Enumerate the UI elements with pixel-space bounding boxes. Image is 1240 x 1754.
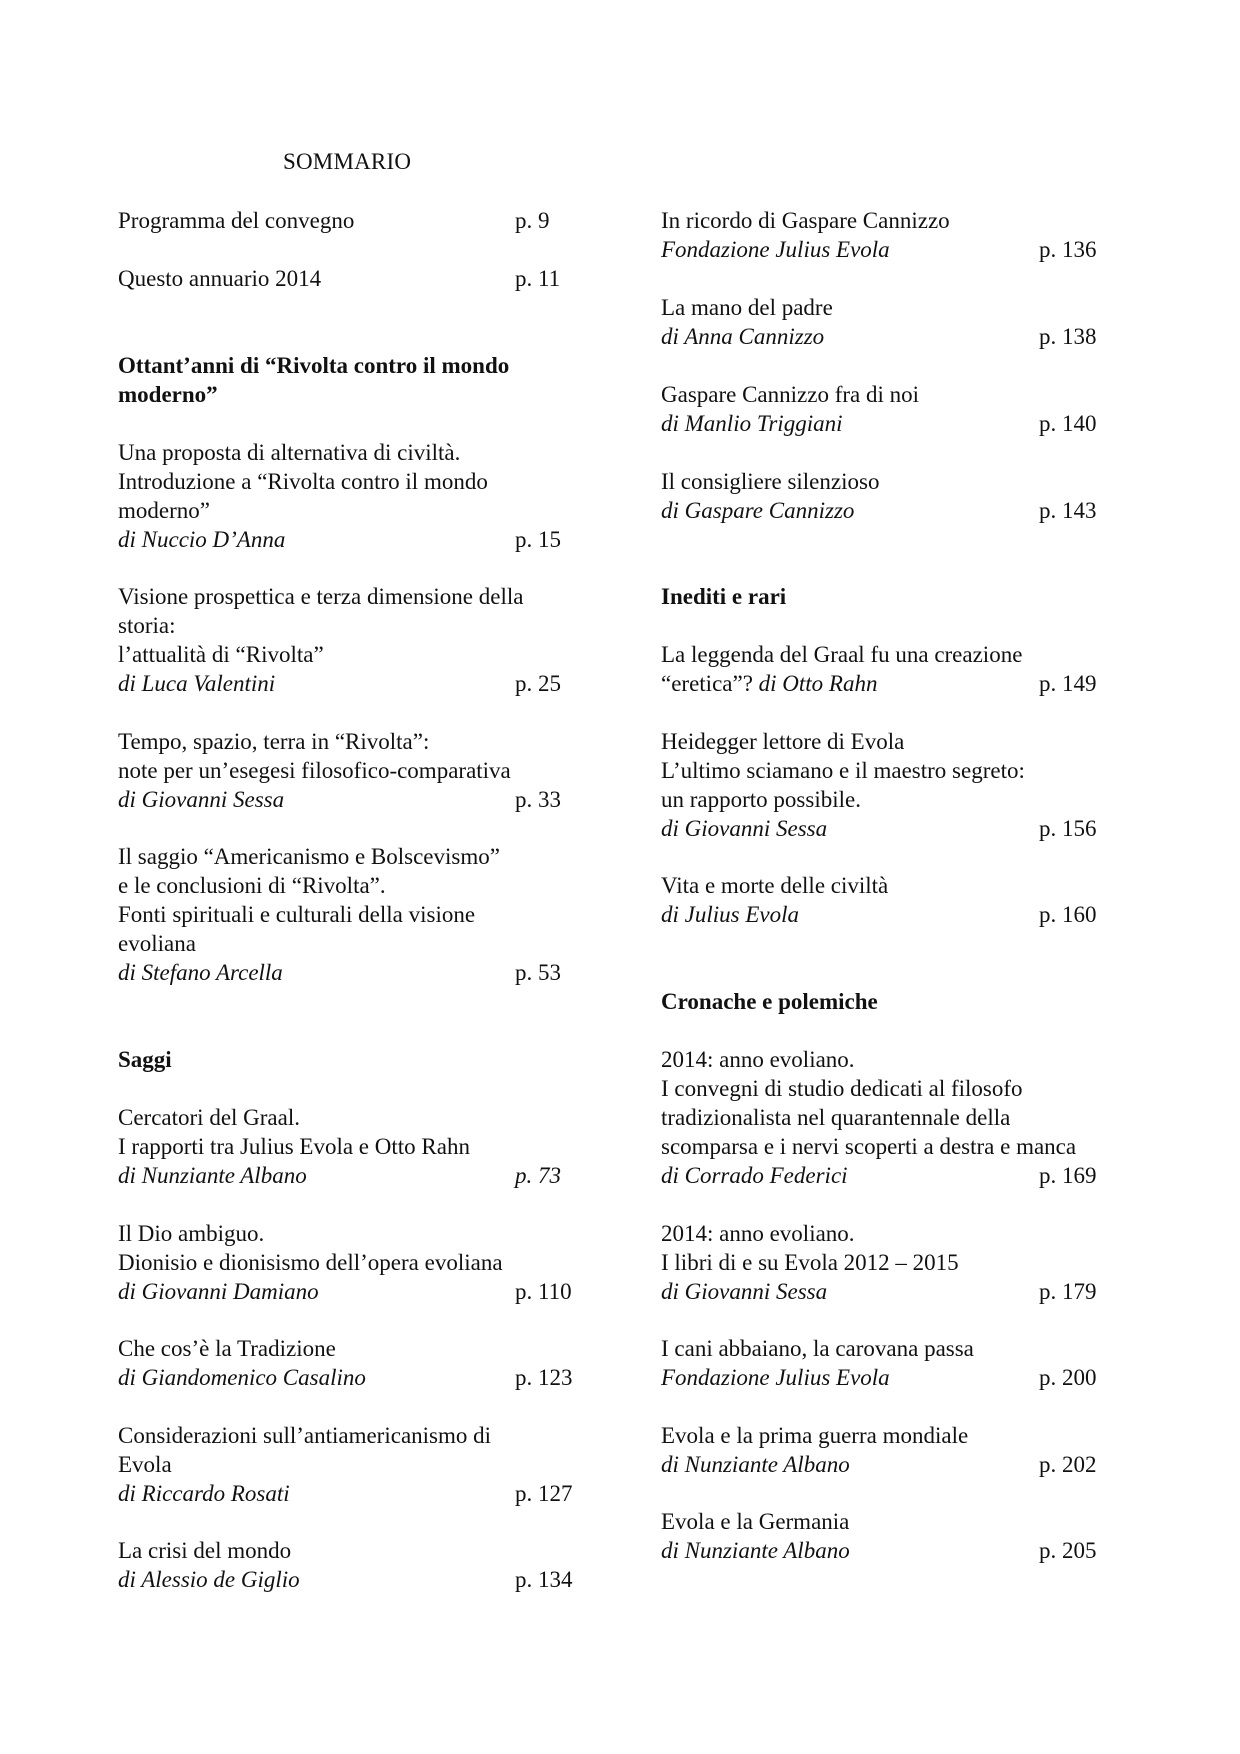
entry-title: Tempo, spazio, terra in “Rivolta”: [118,729,430,754]
entry-title: I rapporti tra Julius Evola e Otto Rahn [118,1134,470,1159]
entry-title: l’attualità di “Rivolta” [118,642,324,667]
entry-page: p. 136 [1039,237,1097,262]
entry-page: p. 179 [1039,1279,1097,1304]
entry-author: di Giovanni Damiano [118,1279,319,1304]
entry-title: evoliana [118,931,196,956]
entry-title: Evola [118,1452,172,1477]
entry-author: di Giandomenico Casalino [118,1365,366,1390]
entry-author: di Nuccio D’Anna [118,527,286,552]
entry-author: di Luca Valentini [118,671,276,696]
entry-page: p. 110 [515,1279,572,1304]
entry-page: p. 140 [1039,411,1097,436]
entry-title: Dionisio e dionisismo dell’opera evoliana [118,1250,503,1275]
entry-title: Heidegger lettore di Evola [661,729,905,754]
entry-title: Fonti spirituali e culturali della visione [118,902,476,927]
entry-title: Considerazioni sull’antiamericanismo di [118,1423,492,1448]
entry-author: di Giovanni Sessa [661,816,828,841]
entry-title: I convegni di studio dedicati al filosofo [661,1076,1023,1101]
entry-title [661,672,878,695]
entry-title: I cani abbaiano, la carovana passa [661,1336,974,1361]
entry-page: p. 33 [515,787,561,812]
entry-title: Cercatori del Graal. [118,1105,300,1130]
entry-author: di Nunziante Albano [661,1452,850,1477]
entry-author: Fondazione Julius Evola [661,1365,890,1390]
entry-page: p. 127 [515,1481,573,1506]
entry-title: Il Dio ambiguo. [118,1221,265,1246]
entry-title: I libri di e su Evola 2012 – 2015 [661,1250,959,1275]
entry-title: La leggenda del Graal fu una creazione [661,642,1023,667]
entry-page: p. 138 [1039,324,1097,349]
entry-author: di Giovanni Sessa [661,1279,828,1304]
entry-author: di Otto Rahn [758,671,878,696]
section-heading: moderno” [118,382,218,407]
entry-title: Programma del convegno [118,208,355,233]
entry-author: di Alessio de Giglio [118,1567,300,1592]
entry-title: Gaspare Cannizzo fra di noi [661,382,920,407]
entry-author: di Julius Evola [661,902,799,927]
section-heading: Ottant’anni di “Rivolta contro il mondo [118,353,510,378]
entry-title: storia: [118,613,176,638]
entry-title: un rapporto possibile. [661,787,861,812]
entry-title: scomparsa e i nervi scoperti a destra e manca [661,1134,1077,1159]
entry-author: di Riccardo Rosati [118,1481,290,1506]
entry-page: p. 202 [1039,1452,1097,1477]
entry-title: Evola e la Germania [661,1509,850,1534]
entry-author: di Corrado Federici [661,1163,848,1188]
entry-title: Il saggio “Americanismo e Bolscevismo” [118,844,500,869]
entry-title: L’ultimo sciamano e il maestro segreto: [661,758,1025,783]
entry-page: p. 123 [515,1365,573,1390]
entry-author: di Gaspare Cannizzo [661,498,855,523]
entry-page: p. 73 [515,1163,561,1188]
entry-author: di Stefano Arcella [118,960,283,985]
entry-title: note per un’esegesi filosofico-comparativa [118,758,511,783]
entry-author: di Manlio Triggiani [661,411,843,436]
entry-page: p. 205 [1039,1538,1097,1563]
entry-title: 2014: anno evoliano. [661,1221,855,1246]
entry-page: p. 143 [1039,498,1097,523]
entry-page: p. 200 [1039,1365,1097,1390]
entry-title: Che cos’è la Tradizione [118,1336,336,1361]
entry-author: di Anna Cannizzo [661,324,825,349]
entry-page: p. 11 [515,266,561,291]
entry-author: Fondazione Julius Evola [661,237,890,262]
entry-page: p. 149 [1039,671,1097,696]
entry-title: La crisi del mondo [118,1538,292,1563]
entry-title: moderno” [118,498,210,523]
entry-author: di Nunziante Albano [118,1163,307,1188]
entry-title: Il consigliere silenzioso [661,469,880,494]
entry-title: Evola e la prima guerra mondiale [661,1423,969,1448]
entry-title-part: “eretica”? [661,671,759,696]
entry-title: e le conclusioni di “Rivolta”. [118,873,386,898]
entry-author: di Nunziante Albano [661,1538,850,1563]
entry-page: p. 25 [515,671,561,696]
entry-title: Visione prospettica e terza dimensione della [118,584,524,609]
page-title: SOMMARIO [283,149,412,174]
entry-page: p. 160 [1039,902,1097,927]
entry-title: tradizionalista nel quarantennale della [661,1105,1011,1130]
entry-author: di Giovanni Sessa [118,787,285,812]
entry-title: Vita e morte delle civiltà [661,873,889,898]
entry-title: In ricordo di Gaspare Cannizzo [661,208,950,233]
entry-title: Questo annuario 2014 [118,266,322,291]
section-heading: Saggi [118,1047,172,1072]
section-heading: Cronache e polemiche [661,989,878,1014]
entry-title: La mano del padre [661,295,833,320]
entry-page: p. 9 [515,208,550,233]
entry-title: Introduzione a “Rivolta contro il mondo [118,469,488,494]
entry-page: p. 156 [1039,816,1097,841]
entry-page: p. 169 [1039,1163,1097,1188]
entry-page: p. 134 [515,1567,573,1592]
entry-title: Una proposta di alternativa di civiltà. [118,440,461,465]
entry-title: 2014: anno evoliano. [661,1047,855,1072]
entry-page: p. 15 [515,527,561,552]
section-heading: Inediti e rari [661,584,787,609]
entry-page: p. 53 [515,960,561,985]
